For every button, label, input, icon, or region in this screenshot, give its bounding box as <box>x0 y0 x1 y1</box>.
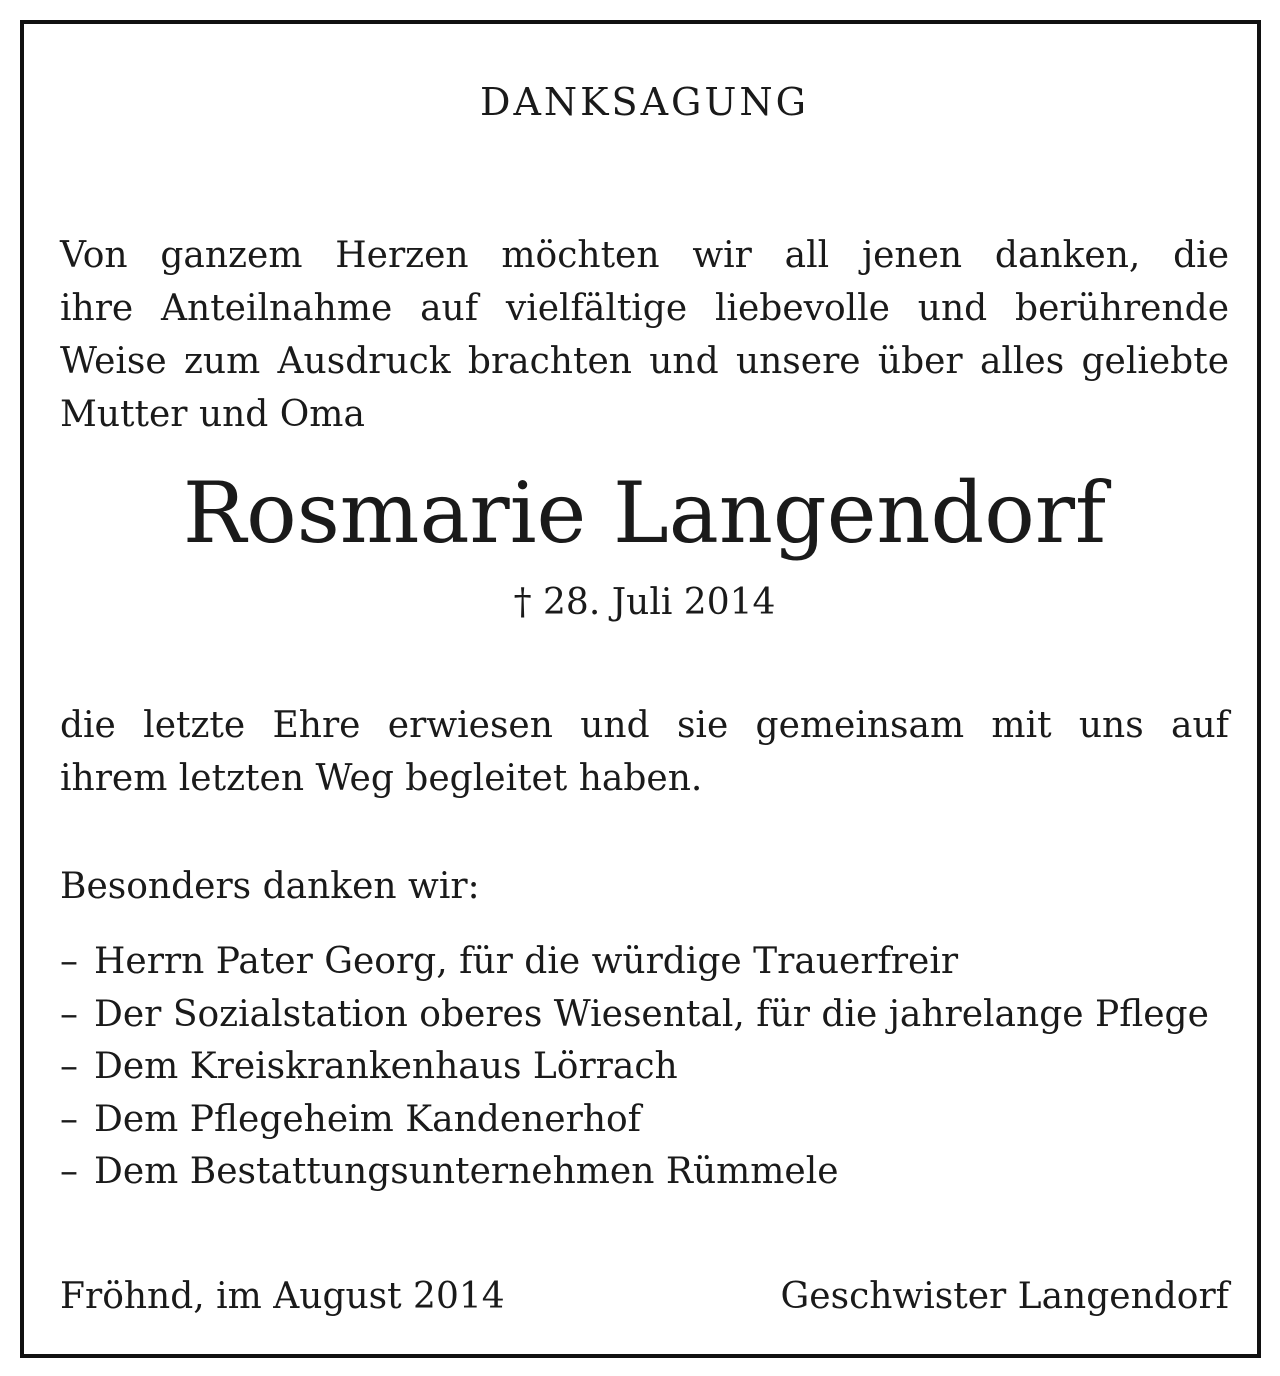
list-item <box>60 936 1209 989</box>
notice-content <box>60 24 1229 1354</box>
death-date: † 28. Juli 2014 <box>513 582 776 623</box>
notice-heading: DANKSAGUNG <box>479 80 809 124</box>
closing-paragraph <box>60 699 1229 805</box>
list-item-text: Dem Pflegeheim Kandenerhof <box>94 1098 641 1140</box>
list-item <box>60 1094 1209 1147</box>
place-date: Fröhnd, im August 2014 <box>60 1276 505 1317</box>
list-item-text: Dem Kreiskrankenhaus Lörrach <box>94 1046 678 1087</box>
list-item <box>60 989 1209 1042</box>
intro-line: Weise zum Ausdruck brachten und unsere über alles geliebte <box>60 341 1229 382</box>
list-item <box>60 1041 1209 1094</box>
dash-mark: – <box>60 941 78 982</box>
thanks-list <box>60 936 1209 1199</box>
intro-line: Von ganzem Herzen möchten wir all jenen danken, die <box>60 235 1229 276</box>
list-item-text: Herrn Pater Georg, für die würdige Trauerfreir <box>94 941 959 982</box>
list-item-text: Dem Bestattungsunternehmen Rümmele <box>94 1151 839 1192</box>
closing-line: die letzte Ehre erwiesen und sie gemeinsam mit uns auf <box>60 705 1229 746</box>
intro-line: ihre Anteilnahme auf vielfältige liebevolle und berührende <box>60 288 1229 329</box>
deceased-name: Rosmarie Langendorf <box>182 464 1107 562</box>
list-item-text: Der Sozialstation oberes Wiesental, für die jahrelange Pflege <box>94 993 1209 1035</box>
notice-frame <box>20 20 1261 1358</box>
dash-mark: – <box>60 1046 78 1087</box>
list-item <box>60 1146 1209 1199</box>
closing-line: ihrem letzten Weg begleitet haben. <box>60 758 703 799</box>
dash-mark: – <box>60 1151 78 1192</box>
dash-mark: – <box>60 993 78 1035</box>
special-thanks-label: Besonders danken wir: <box>60 866 480 907</box>
intro-paragraph <box>60 229 1229 441</box>
intro-line: Mutter und Oma <box>60 394 365 435</box>
signature: Geschwister Langendorf <box>780 1276 1229 1317</box>
dash-mark: – <box>60 1098 78 1140</box>
